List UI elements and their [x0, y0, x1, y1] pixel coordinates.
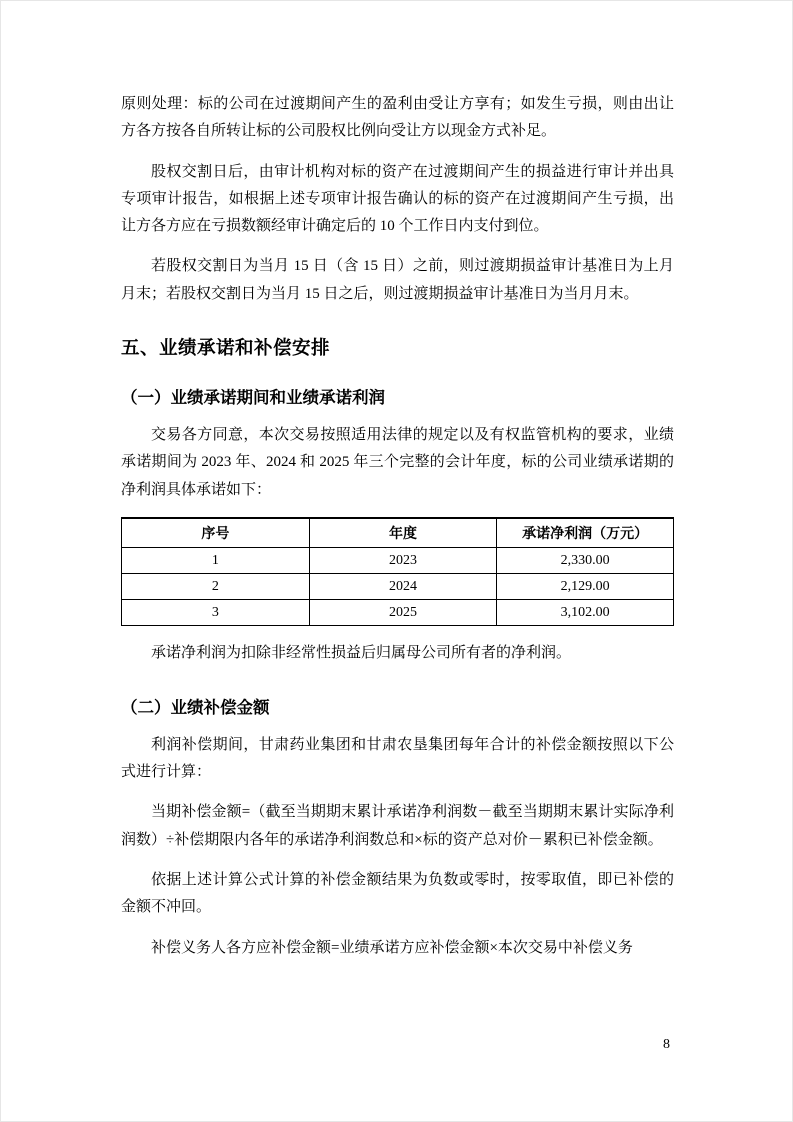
table-body — [122, 548, 674, 626]
table-header-row — [122, 518, 674, 548]
table-cell: 2,330.00 — [497, 548, 674, 574]
table-row — [122, 574, 674, 600]
table-cell: 3 — [122, 600, 310, 626]
table-header — [122, 518, 674, 548]
table-cell: 2023 — [309, 548, 497, 574]
table-cell: 2,129.00 — [497, 574, 674, 600]
paragraph: 依据上述计算公式计算的补偿金额结果为负数或零时，按零取值，即已补偿的金额不冲回。 — [121, 871, 674, 916]
subsection-heading-1: （一）业绩承诺期间和业绩承诺利润 — [121, 389, 385, 408]
table-row — [122, 600, 674, 626]
paragraph-carryover: 原则处理：标的公司在过渡期间产生的盈利由受让方享有；如发生亏损，则由出让方各方按各自所转让标的公司股权比例向受让方以现金方式补足。 — [121, 96, 674, 140]
profit-commitment-table — [121, 517, 674, 627]
paragraph-table-note: 承诺净利润为扣除非经常性损益后归属母公司所有者的净利润。 — [151, 645, 572, 662]
table-cell: 3,102.00 — [497, 600, 674, 626]
subsection-heading-2: （二）业绩补偿金额 — [121, 698, 270, 717]
paragraph: 交易各方同意，本次交易按照适用法律的规定以及有权监管机构的要求，业绩承诺期间为 2023 年、2024 和 2025 年三个完整的会计年度，标的公司业绩承诺期的净利润具体承诺如下： — [121, 427, 674, 498]
paragraph: 利润补偿期间，甘肃药业集团和甘肃农垦集团每年合计的补偿金额按照以下公式进行计算： — [121, 736, 674, 781]
paragraph: 若股权交割日为当月 15 日（含 15 日）之前，则过渡期损益审计基准日为上月月末；若股权交割日为当月 15 日之后，则过渡期损益审计基准日为当月月末。 — [121, 258, 674, 302]
paragraph: 补偿义务人各方应补偿金额=业绩承诺方应补偿金额×本次交易中补偿义务 — [151, 939, 633, 956]
section-heading: 五、业绩承诺和补偿安排 — [121, 337, 331, 359]
table-row — [122, 548, 674, 574]
table-cell: 2024 — [309, 574, 497, 600]
table-header-amount: 承诺净利润（万元） — [497, 518, 674, 548]
table-cell: 2 — [122, 574, 310, 600]
paragraph: 当期补偿金额=（截至当期期末累计承诺净利润数－截至当期期末累计实际净利润数）÷补偿期限内各年的承诺净利润数总和×标的资产总对价－累积已补偿金额。 — [121, 804, 674, 848]
table-header-year: 年度 — [309, 518, 497, 548]
table-header-seq: 序号 — [122, 518, 310, 548]
paragraph: 股权交割日后，由审计机构对标的资产在过渡期间产生的损益进行审计并出具专项审计报告，如根据上述专项审计报告确认的标的资产在过渡期间产生亏损，出让方各方应在亏损数额经审计确定后的 10 个工作日内支付到位。 — [121, 163, 674, 235]
page-number: 8 — [663, 1037, 670, 1052]
table-cell: 1 — [122, 548, 310, 574]
document-content — [121, 91, 674, 975]
table-cell: 2025 — [309, 600, 497, 626]
